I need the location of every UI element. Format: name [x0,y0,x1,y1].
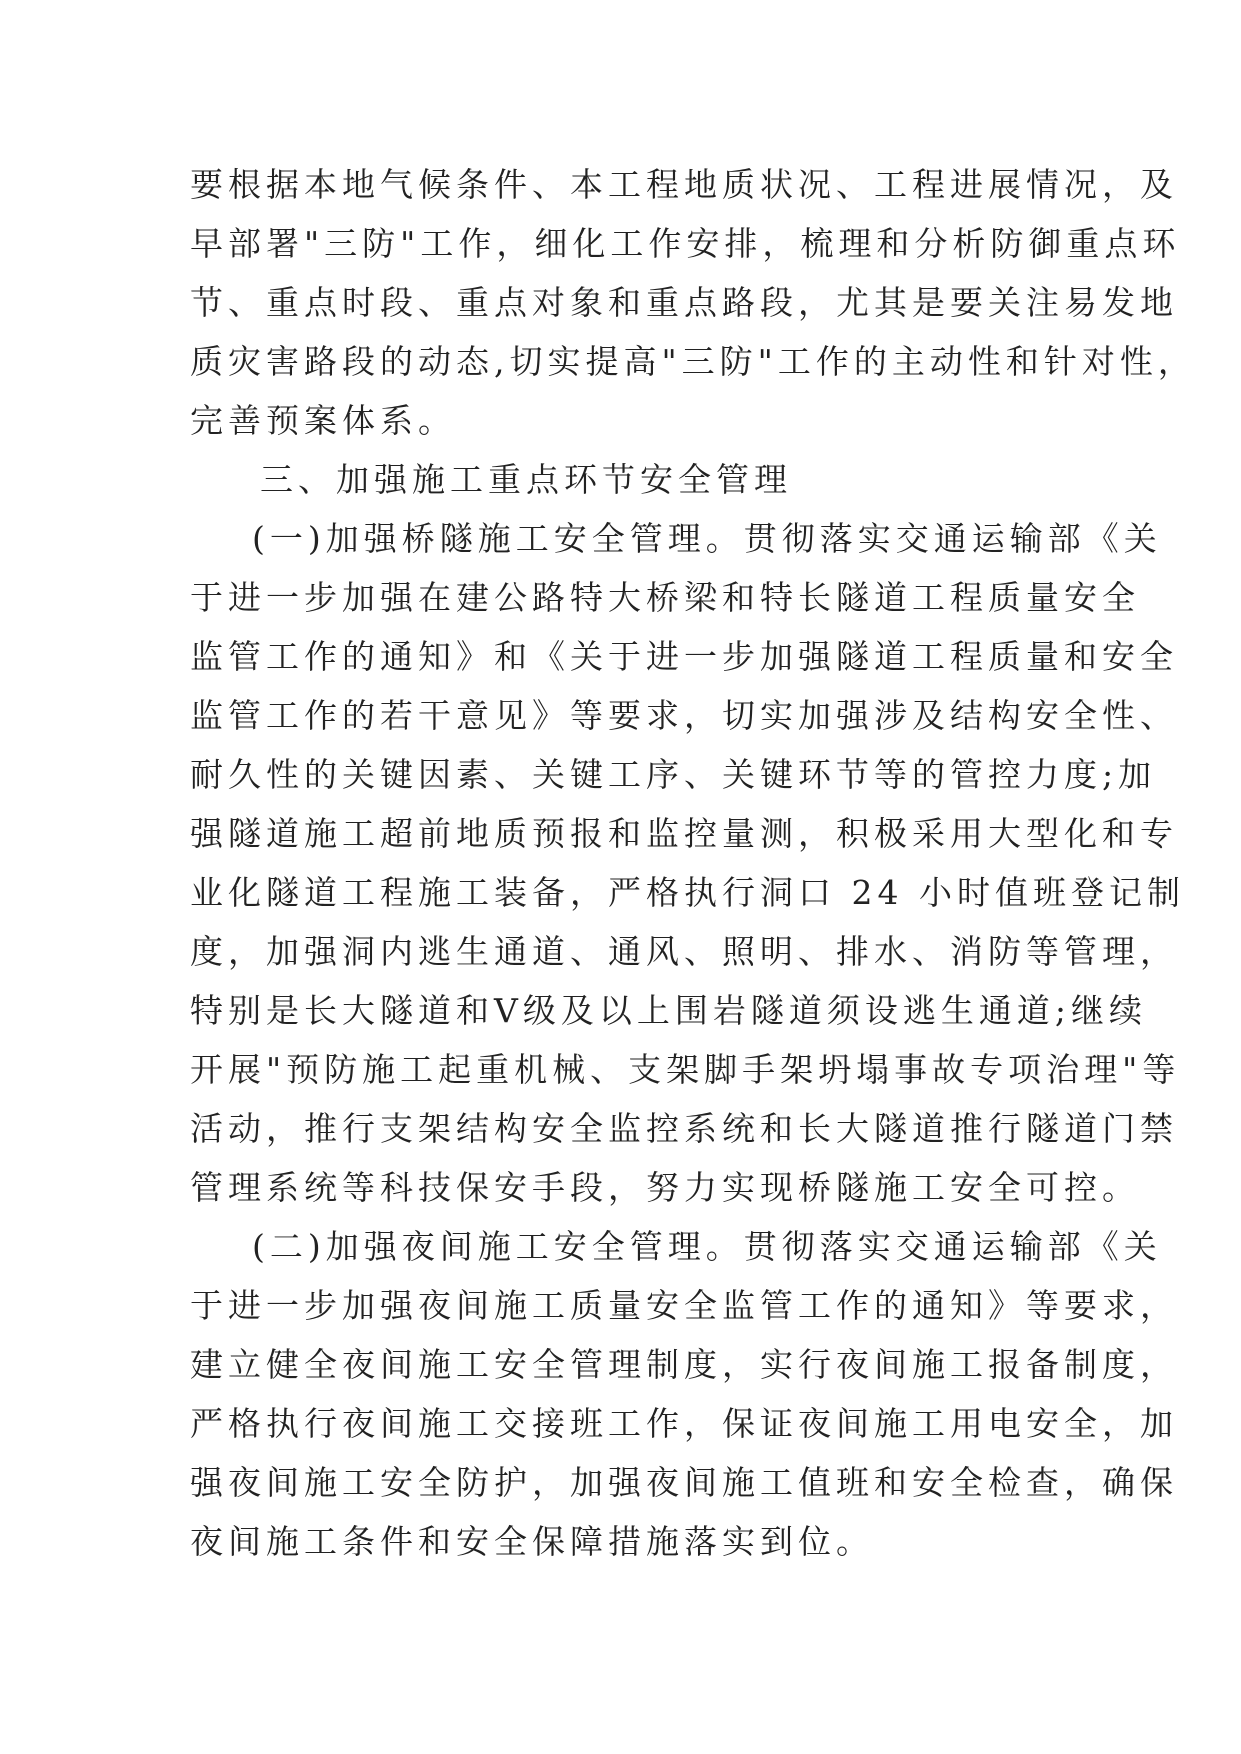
text-line: 于进一步加强夜间施工质量安全监管工作的通知》等要求， [190,1286,1178,1325]
text-line: (二)加强夜间施工安全管理。贯彻落实交通运输部《关 [252,1227,1162,1266]
text-line: 度，加强洞内逃生通道、通风、照明、排水、消防等管理， [190,932,1178,971]
document-body [190,155,1196,1571]
text-line: 业化隧道工程施工装备，严格执行洞口 24 小时值班登记制 [190,873,1185,912]
text-line: 特别是长大隧道和Ⅴ级及以上围岩隧道须设逃生通道;继续 [190,991,1147,1030]
text-line: 完善预案体系。 [190,401,456,440]
text-line: 耐久性的关键因素、关键工序、关键环节等的管控力度;加 [190,755,1157,794]
text-line: 质灾害路段的动态,切实提高"三防"工作的主动性和针对性， [190,342,1196,381]
text-line: 活动，推行支架结构安全监控系统和长大隧道推行隧道门禁 [190,1109,1178,1148]
text-line: 于进一步加强在建公路特大桥梁和特长隧道工程质量安全 [190,578,1140,617]
paragraph-2 [190,509,1185,1217]
text-line: 早部署"三防"工作，细化工作安排，梳理和分析防御重点环 [190,224,1181,263]
text-line: 节、重点时段、重点对象和重点路段，尤其是要关注易发地 [190,283,1178,322]
text-line: 监管工作的若干意见》等要求，切实加强涉及结构安全性、 [190,696,1178,735]
paragraph-1 [190,155,1196,450]
text-line: (一)加强桥隧施工安全管理。贯彻落实交通运输部《关 [252,519,1162,558]
text-line: 管理系统等科技保安手段，努力实现桥隧施工安全可控。 [190,1168,1140,1207]
paragraph-3 [190,1217,1178,1571]
text-line: 夜间施工条件和安全保障措施落实到位。 [190,1522,874,1561]
section-heading: 三、加强施工重点环节安全管理 [260,460,792,499]
text-line: 要根据本地气候条件、本工程地质状况、工程进展情况，及 [190,165,1178,204]
text-line: 强夜间施工安全防护，加强夜间施工值班和安全检查，确保 [190,1463,1178,1502]
text-line: 严格执行夜间施工交接班工作，保证夜间施工用电安全，加 [190,1404,1178,1443]
text-line: 强隧道施工超前地质预报和监控量测，积极采用大型化和专 [190,814,1178,853]
text-line: 建立健全夜间施工安全管理制度，实行夜间施工报备制度， [190,1345,1178,1384]
text-line: 开展"预防施工起重机械、支架脚手架坍塌事故专项治理"等 [190,1050,1181,1089]
text-line: 监管工作的通知》和《关于进一步加强隧道工程质量和安全 [190,637,1178,676]
